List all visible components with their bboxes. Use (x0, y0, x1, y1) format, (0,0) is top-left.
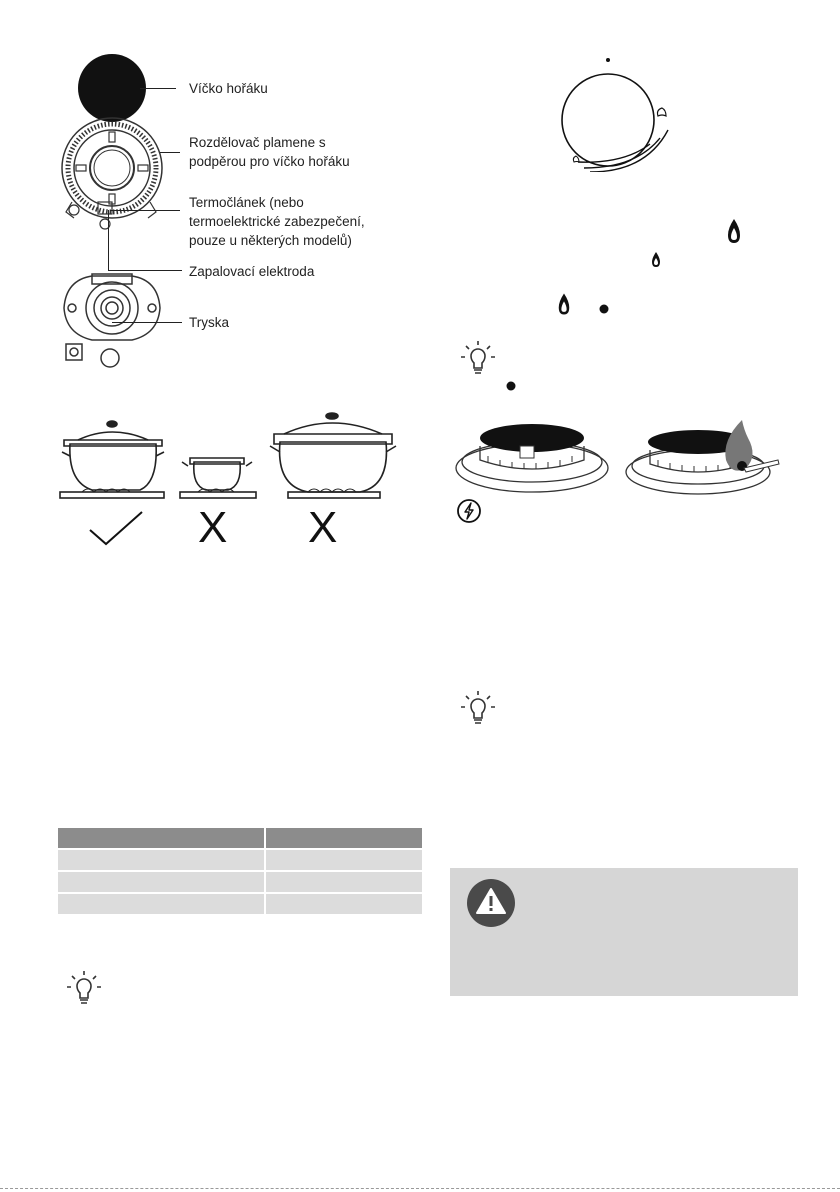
knob-flame-mark (658, 108, 667, 116)
off-position-dot-icon (599, 304, 609, 314)
electric-ignition-icon (456, 498, 482, 524)
spreader-leader-line (160, 152, 180, 153)
burner-match-ignition-illustration (622, 416, 782, 496)
electrode-leader-vertical (108, 210, 109, 270)
lightbulb-tip-icon (458, 338, 498, 378)
label-flame-spreader-1: Rozdělovač plamene s (189, 135, 326, 150)
label-flame-spreader-2: podpěrou pro víčko hořáku (189, 154, 350, 169)
nozzle-leader-line (112, 322, 182, 323)
checkmark-icon (86, 508, 146, 548)
lightbulb-tip-icon (458, 688, 498, 728)
control-knob-diagram (554, 52, 684, 172)
knob-shape (562, 74, 654, 166)
label-nozzle: Tryska (189, 315, 229, 330)
label-thermocouple-1: Termočlánek (nebo (189, 195, 304, 210)
flame-large-icon (557, 292, 571, 316)
label-ignition-electrode: Zapalovací elektroda (189, 264, 315, 279)
label-thermocouple-3: pouze u některých modelů) (189, 233, 352, 248)
table-row (58, 872, 422, 892)
knob-small-flame-mark (573, 156, 579, 162)
table-row (58, 894, 422, 914)
page-bottom-edge (0, 1188, 840, 1189)
burner-spec-table (58, 826, 422, 916)
flame-small-icon (651, 251, 661, 268)
label-thermocouple-2: termoelektrické zabezpečení, (189, 214, 365, 229)
table-row (58, 850, 422, 870)
mark-too-small: X (198, 503, 228, 552)
off-position-dot-icon (506, 381, 516, 391)
label-burner-cap: Víčko hořáku (189, 81, 268, 96)
pot-too-small (180, 458, 256, 498)
mark-too-large: X (308, 503, 338, 552)
pot-too-large (270, 413, 396, 498)
burner-illustration (452, 416, 612, 496)
burner-exploded-diagram (52, 52, 192, 382)
warning-triangle-icon (466, 878, 516, 928)
electrode-leader-line (108, 270, 182, 271)
burner-base-shape (64, 274, 160, 367)
thermocouple-leader-line (110, 210, 180, 211)
table-header-row (58, 828, 422, 848)
flame-large-icon (726, 218, 742, 244)
burner-cap-shape (78, 54, 146, 122)
cap-leader-line (140, 88, 176, 89)
lightbulb-tip-icon (64, 968, 104, 1008)
flame-spreader-shape (62, 118, 162, 229)
pot-size-illustration (52, 412, 397, 502)
pot-correct-size (60, 421, 164, 498)
